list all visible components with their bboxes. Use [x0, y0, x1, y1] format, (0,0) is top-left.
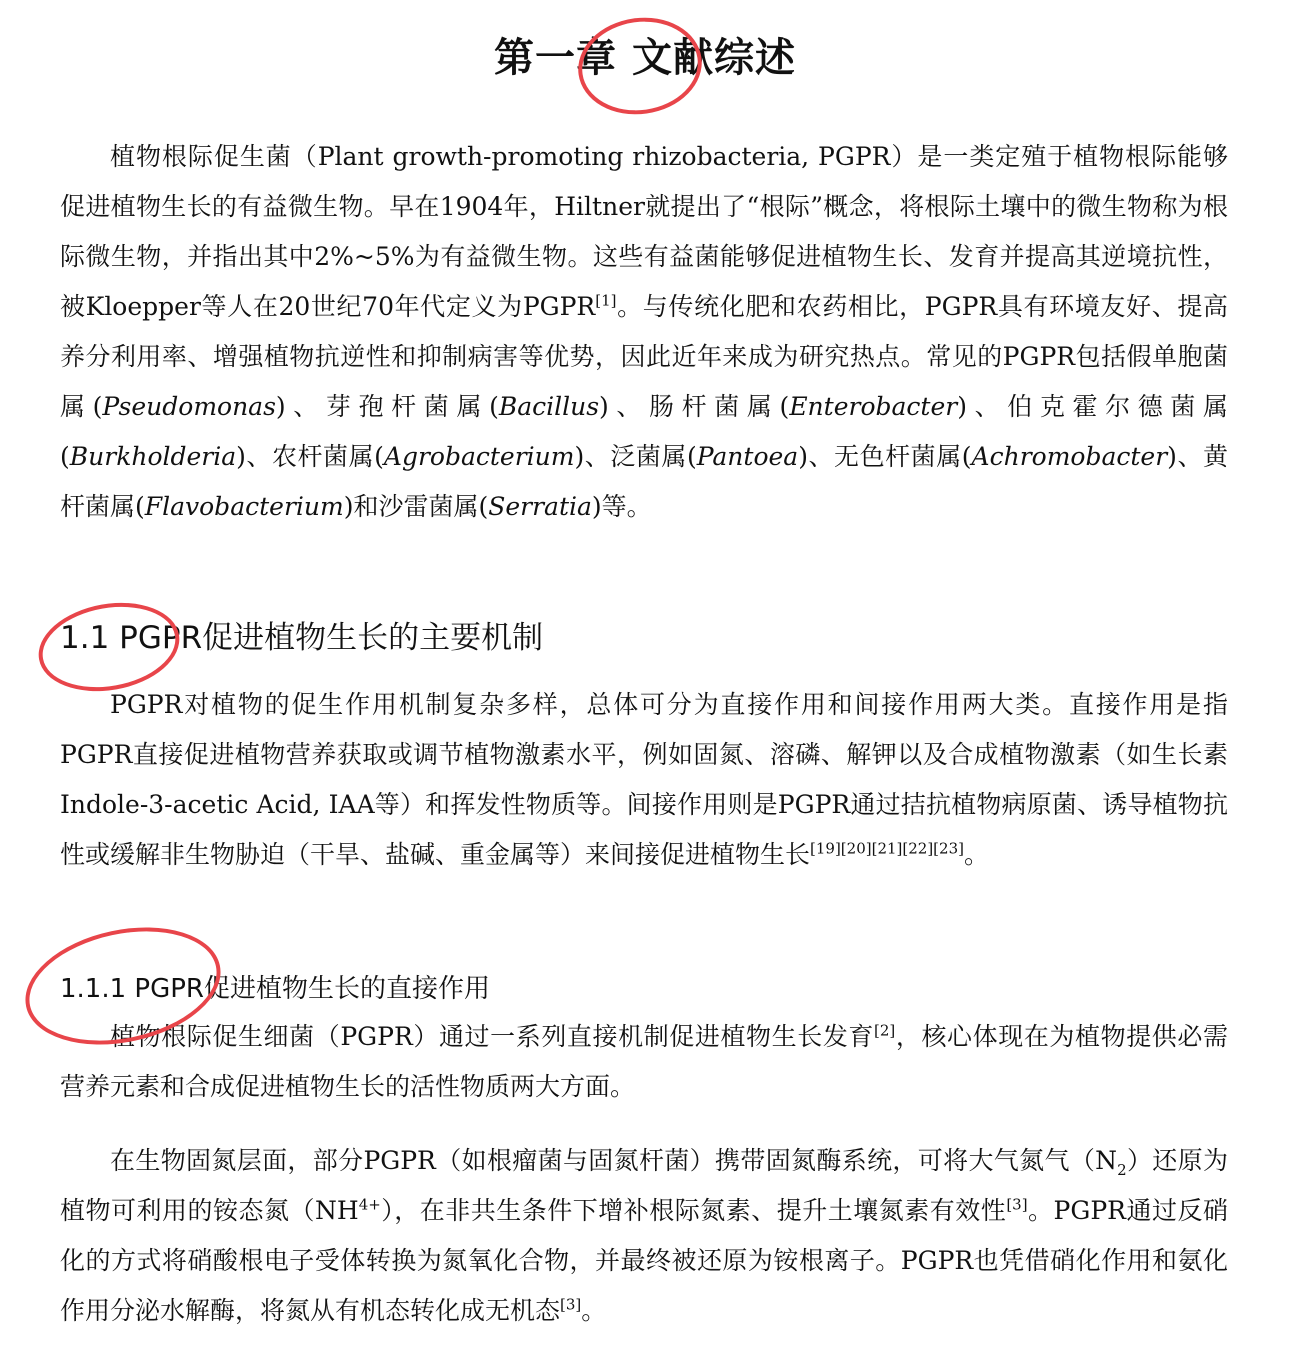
genus-name: Burkholderia [69, 442, 237, 471]
section-heading: 1.1 PGPR促进植物生长的主要机制 [60, 620, 544, 656]
text-run: )、肠杆菌属( [599, 392, 790, 421]
genus-name: Enterobacter [789, 392, 958, 421]
text-run: )、无色杆菌属( [798, 442, 972, 471]
superscript: 4+ [358, 1195, 381, 1214]
genus-name: Flavobacterium [144, 492, 344, 521]
genus-name: Pseudomonas [102, 392, 276, 421]
paragraph-mechanisms [60, 680, 1228, 880]
text-run: 。 [581, 1296, 607, 1325]
genus-name: Pantoea [696, 442, 799, 471]
text-run: 。PGPR通过反硝化的方式将硝酸根电子受体转换为氮氧化合物，并最终被还原为铵根离子。PGPR也凭借硝化作用和氨化作用分泌水解酶，将氮从有机态转化成无机态 [60, 1196, 1228, 1325]
text-run: ）还原为植物可利用的铵态氮（NH [60, 1146, 1228, 1225]
text-run: 植物根际促生细菌（PGPR）通过一系列直接机制促进植物生长发育 [110, 1022, 875, 1051]
paragraph-direct-effects [60, 1012, 1228, 1112]
text-run: 。 [963, 840, 989, 869]
text-run: ），在非共生条件下增补根际氮素、提升土壤氮素有效性 [380, 1196, 1007, 1225]
citation: [19][20][21][22][23] [810, 839, 964, 858]
subsection-heading: 1.1.1 PGPR促进植物生长的直接作用 [60, 974, 490, 1004]
paragraph-nitrogen-fixation [60, 1136, 1228, 1336]
text-run: )和沙雷菌属( [343, 492, 489, 521]
text-run: )、黄杆菌属( [60, 442, 1228, 521]
genus-name: Agrobacterium [383, 442, 575, 471]
text-run: )、伯克霍尔德菌属( [60, 392, 1228, 471]
text-run: )等。 [591, 492, 652, 521]
citation: [3] [1006, 1195, 1028, 1214]
text-run: 在生物固氮层面，部分PGPR（如根瘤菌与固氮杆菌）携带固氮酶系统，可将大气氮气（N [110, 1146, 1118, 1175]
text-run: ，核心体现在为植物提供必需营养元素和合成促进植物生长的活性物质两大方面。 [60, 1022, 1228, 1101]
genus-name: Bacillus [498, 392, 600, 421]
citation: [1] [595, 291, 617, 310]
text-run: 。与传统化肥和农药相比，PGPR具有环境友好、提高养分利用率、增强植物抗逆性和抑制病害等优势，因此近年来成为研究热点。常见的PGPR包括假单胞菌属( [60, 292, 1228, 421]
text-run: 植物根际促生菌（Plant growth-promoting rhizobacteria, PGPR）是一类定殖于植物根际能够促进植物生长的有益微生物。早在1904年，Hiltner就提出了“根际”概念，将根际土壤中的微生物称为根际微生物，并指出其中2%~5%为有益微生物。这些有益菌能够促进植物生长、发育并提高其逆境抗性，被Kloepper等人在20世纪70年代定义为PGPR [60, 142, 1228, 321]
citation: [3] [560, 1295, 582, 1314]
genus-name: Achromobacter [971, 442, 1168, 471]
text-run: )、农杆菌属( [236, 442, 384, 471]
text-run: )、泛菌属( [574, 442, 697, 471]
chapter-title: 第一章 文献综述 [494, 35, 796, 81]
citation: [2] [874, 1021, 896, 1040]
paragraph-intro [60, 132, 1228, 532]
subscript: 2 [1117, 1161, 1127, 1179]
text-run: PGPR对植物的促生作用机制复杂多样，总体可分为直接作用和间接作用两大类。直接作用是指PGPR直接促进植物营养获取或调节植物激素水平，例如固氮、溶磷、解钾以及合成植物激素（如生长素Indole-3-acetic Acid, IAA等）和挥发性物质等。间接作用则是PGPR通过拮抗植物病原菌、诱导植物抗性或缓解非生物胁迫（干旱、盐碱、重金属等）来间接促进植物生长 [60, 690, 1228, 869]
genus-name: Serratia [488, 492, 592, 521]
text-run: )、芽孢杆菌属( [275, 392, 499, 421]
